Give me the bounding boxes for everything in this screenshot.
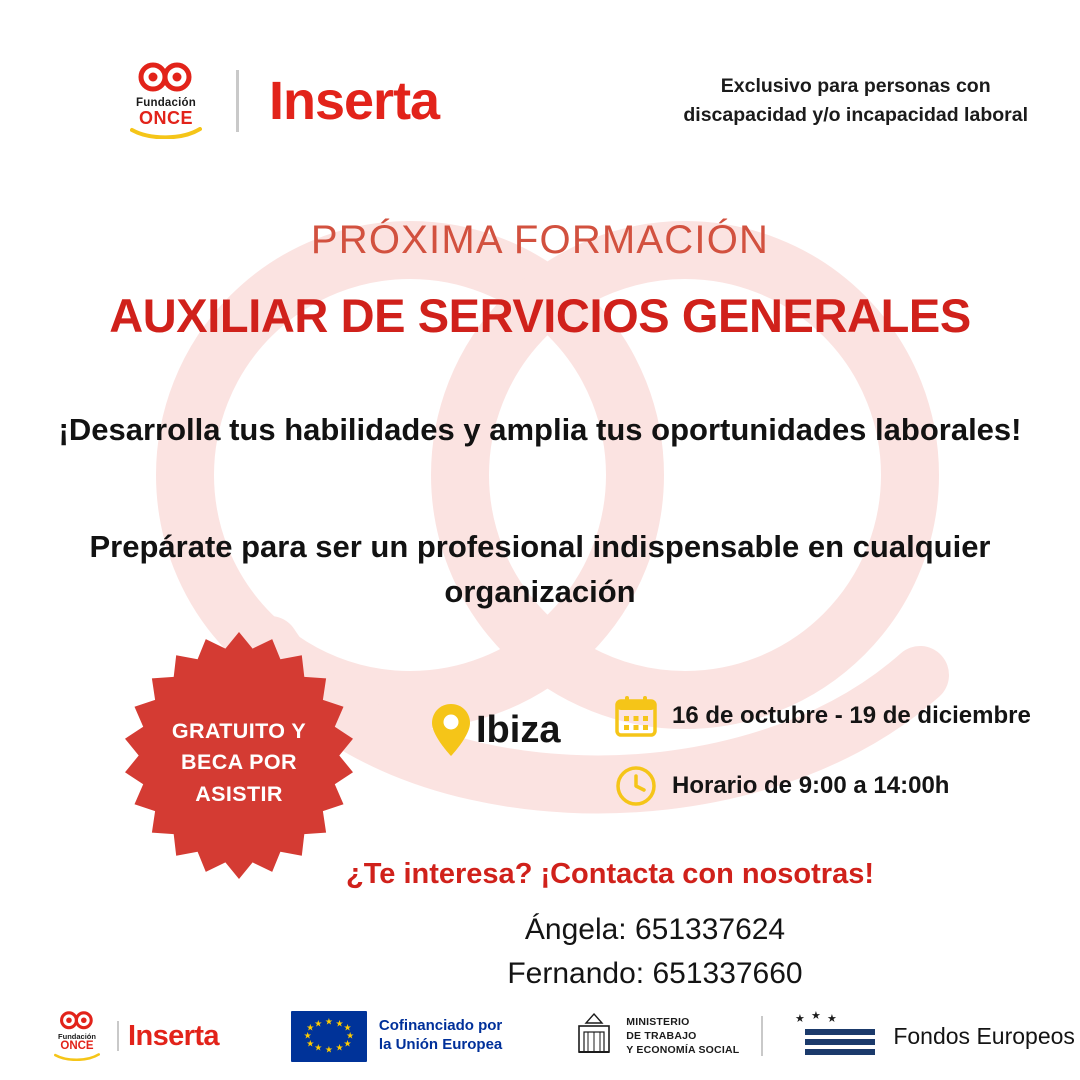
once-wordmark: ONCE [138, 108, 193, 128]
lead-text-1: ¡Desarrolla tus habilidades y amplia tus oportunidades laborales! [58, 412, 1022, 447]
footer-once-wordmark: ONCE [60, 1040, 94, 1053]
once-swoosh-icon [130, 127, 202, 139]
footer-ministry-divider [761, 1016, 763, 1056]
once-foundation-label: Fundación [136, 97, 196, 109]
eu-line-1: Cofinanciado por [378, 1017, 503, 1035]
dates-row [614, 694, 1031, 738]
eu-cofinancing-text [379, 1017, 502, 1055]
ministry-line-4: DE TRABAJO [626, 1029, 697, 1042]
header-note-line2: discapacidad y/o incapacidad laboral [683, 103, 1028, 126]
spain-coat-of-arms-icon [572, 1010, 616, 1062]
clock-icon [614, 764, 658, 808]
footer-foundation-label: Fundación [58, 1032, 96, 1042]
footer-inserta-wordmark: Inserta [128, 1019, 219, 1052]
eyebrow-title: PRÓXIMA FORMACIÓN [310, 218, 770, 262]
eu-line-2: la Unión Europea [378, 1036, 503, 1053]
map-pin-icon [428, 700, 474, 760]
ministry-line-3: MINISTERIO [626, 1015, 690, 1028]
badge-line-3: ASISTIR [195, 781, 283, 806]
ministry-logo [572, 1010, 763, 1062]
ministry-text [626, 1015, 739, 1058]
cta-text: ¿Te interesa? ¡Contacta con nosotras! [346, 858, 874, 890]
contact-person-1[interactable]: Ángela: 651337624 [524, 913, 786, 946]
fondos-europeos-label: Fondos Europeos [893, 1022, 1075, 1049]
once-logo [118, 62, 214, 139]
ministry-line-5: Y ECONOMÍA SOCIAL [626, 1044, 740, 1057]
location-row [428, 700, 560, 760]
header-note [683, 72, 1028, 129]
inserta-wordmark: Inserta [269, 70, 440, 131]
once-rings-icon [131, 62, 201, 96]
contacts-block [0, 908, 1080, 995]
footer-once-rings-icon [55, 1011, 99, 1032]
svg-text:★: ★ [811, 1011, 822, 1022]
calendar-icon [614, 694, 658, 738]
svg-text:★: ★ [795, 1013, 806, 1025]
location-name: Ibiza [476, 708, 561, 751]
logo-fundacion-once-inserta [118, 62, 439, 139]
footer [0, 992, 1080, 1080]
schedule-text: Horario de 9:00 a 14:00h [672, 772, 950, 799]
footer-once-logo [46, 1011, 108, 1061]
badge-line-2: BECA POR [181, 750, 297, 775]
footer-once-swoosh-icon [54, 1053, 100, 1061]
eu-cofinancing-logo [291, 1011, 502, 1062]
contact-person-2[interactable]: Fernando: 651337660 [507, 956, 803, 990]
fondos-europeos-icon [789, 1011, 879, 1061]
header-note-line1: Exclusivo para personas con [720, 75, 991, 98]
eu-flag-icon: ★ ★ ★ ★ ★ ★ ★ ★ ★ ★ ★ ★ [291, 1011, 367, 1062]
svg-text:★: ★ [827, 1013, 838, 1025]
footer-brand-divider [117, 1021, 119, 1051]
lead-text-2: Prepárate para ser un profesional indispensable en cualquier organización [89, 529, 991, 609]
fondos-europeos-logo [789, 1011, 1075, 1061]
schedule-row [614, 764, 949, 808]
badge-line-1: GRATUITO Y [171, 719, 307, 744]
header [0, 62, 1080, 139]
footer-logo-once-inserta [46, 1011, 219, 1061]
brand-divider [236, 70, 239, 132]
dates-text: 16 de octubre - 19 de diciembre [672, 702, 1031, 729]
page-title: AUXILIAR DE SERVICIOS GENERALES [109, 289, 971, 342]
